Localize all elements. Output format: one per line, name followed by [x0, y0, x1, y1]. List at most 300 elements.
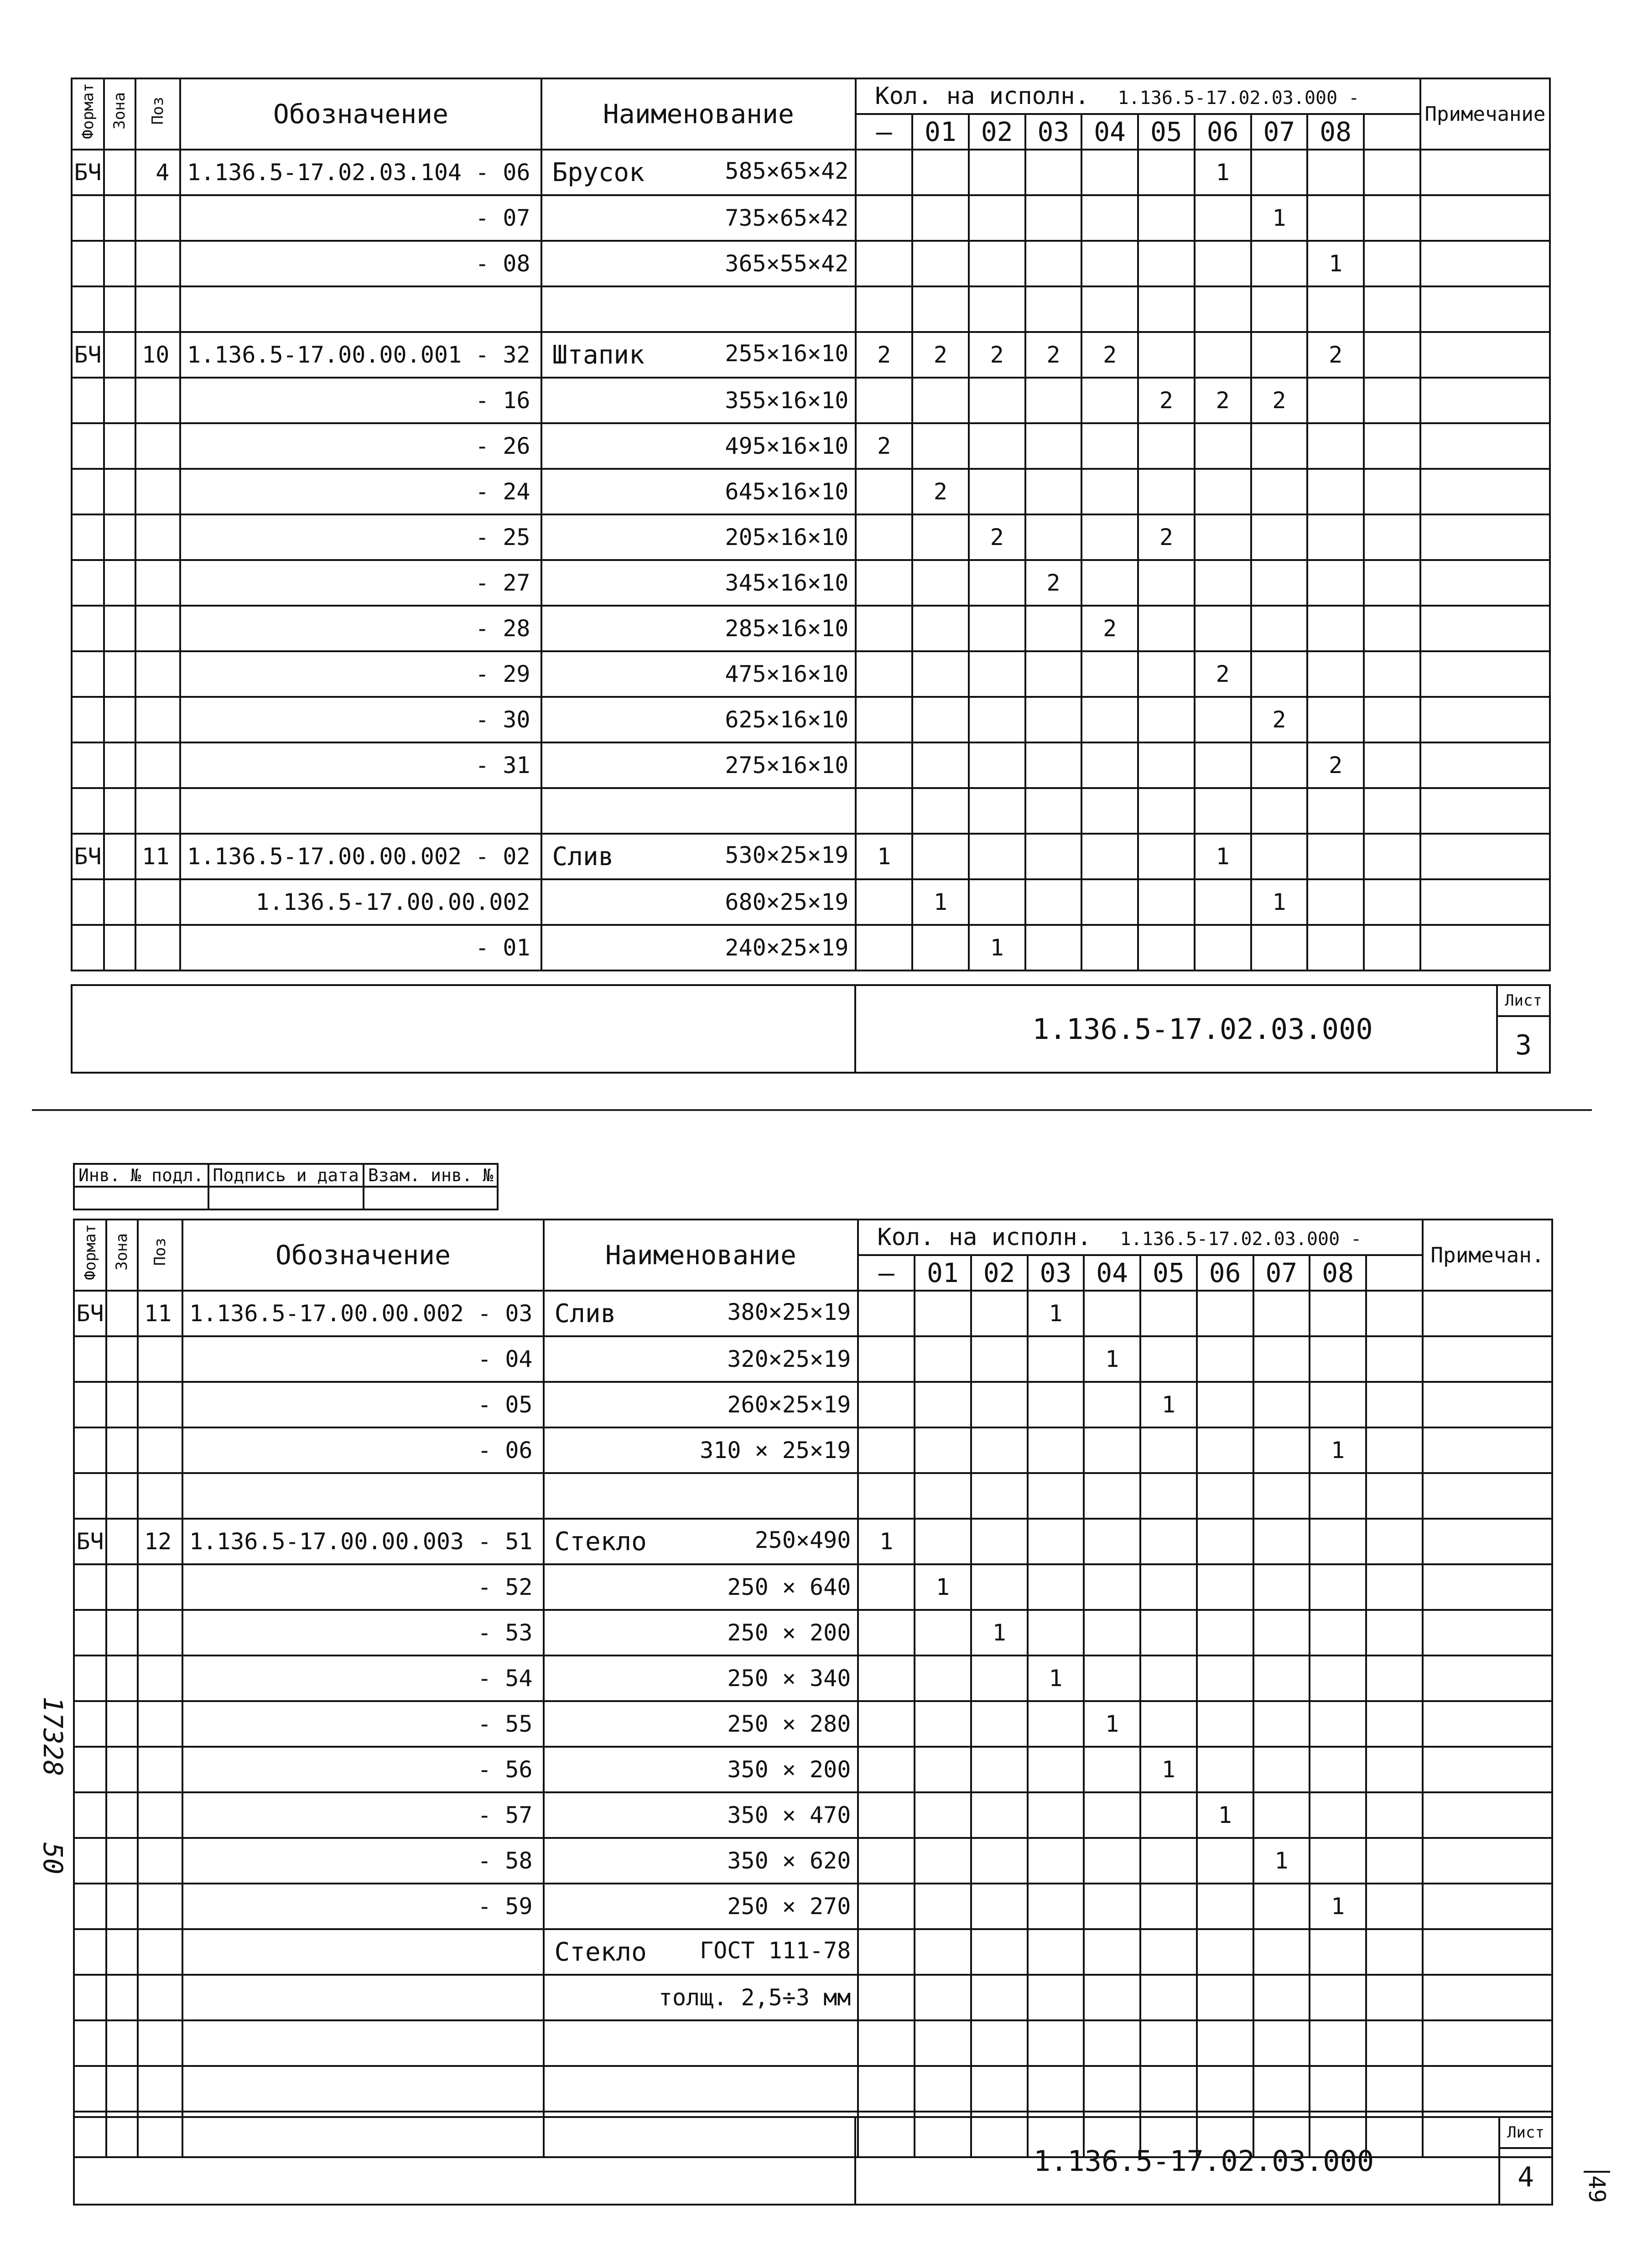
cell-pos [135, 788, 180, 834]
sheet-label: Лист [1500, 2118, 1551, 2149]
cell-qty [1084, 1929, 1140, 1975]
cell-pos [138, 1473, 182, 1519]
spec-table-1 [71, 78, 1551, 971]
cell-qty [1028, 2020, 1084, 2066]
cell-qty [1364, 834, 1420, 879]
header-notes: Примечание [1420, 78, 1550, 150]
cell-designation [180, 788, 541, 834]
cell-qty [1028, 1564, 1084, 1610]
cell-qty [858, 1336, 915, 1382]
cell-notes [1420, 742, 1550, 788]
cell-notes [1420, 879, 1550, 925]
cell-name [544, 1838, 858, 1884]
cell-name [541, 742, 856, 788]
cell-qty [858, 1610, 915, 1656]
cell-notes [1420, 925, 1550, 971]
header-zone: Зона [106, 1220, 138, 1291]
item-name: Штапик [552, 340, 645, 370]
cell-qty [1081, 423, 1138, 469]
cell-qty [1364, 697, 1420, 742]
cell-qty [1025, 925, 1082, 971]
item-name: Стекло [554, 1526, 647, 1557]
cell-qty [1307, 195, 1364, 241]
cell-notes [1423, 1838, 1552, 1884]
cell-designation: 1.136.5-17.00.00.003 - 51 [182, 1519, 543, 1564]
cell-name [541, 423, 856, 469]
cell-qty [915, 1656, 971, 1701]
cell-qty [1081, 241, 1138, 286]
cell-qty [1253, 1929, 1310, 1975]
cell-qty: 1 [1028, 1656, 1084, 1701]
cell-designation: - 27 [180, 560, 541, 606]
cell-zone [106, 1519, 138, 1564]
cell-qty: 1 [1084, 1336, 1140, 1382]
cell-qty [1253, 1656, 1310, 1701]
cell-zone [104, 469, 135, 514]
cell-qty [915, 1792, 971, 1838]
cell-zone [104, 560, 135, 606]
side-number: 17328 [37, 1697, 68, 1776]
cell-qty [1364, 286, 1420, 332]
cell-notes [1420, 241, 1550, 286]
cell-qty [1251, 469, 1308, 514]
cell-zone [106, 1336, 138, 1382]
cell-notes [1423, 2020, 1552, 2066]
table-row [74, 1427, 1552, 1473]
cell-qty [1307, 925, 1364, 971]
cell-qty [1084, 1382, 1140, 1427]
item-dimensions: 310 × 25×19 [700, 1437, 851, 1464]
cell-format [74, 1564, 106, 1610]
cell-qty: 1 [915, 1564, 971, 1610]
item-dimensions: 250 × 640 [727, 1574, 851, 1600]
cell-notes [1420, 378, 1550, 423]
cell-designation: - 59 [182, 1884, 543, 1929]
cell-qty [1195, 560, 1251, 606]
cell-qty [1195, 195, 1251, 241]
table-row [74, 1291, 1552, 1336]
table-row [74, 2066, 1552, 2112]
table-row [72, 241, 1550, 286]
cell-format [72, 560, 104, 606]
cell-qty [1307, 286, 1364, 332]
cell-qty [1084, 1884, 1140, 1929]
side-page: 50 [37, 1842, 68, 1874]
cell-qty [856, 788, 912, 834]
cell-qty [1197, 1519, 1253, 1564]
cell-qty [1307, 150, 1364, 195]
item-dimensions: 530×25×19 [725, 841, 849, 868]
cell-name [541, 651, 856, 697]
cell-qty [1364, 150, 1420, 195]
cell-qty [1084, 1473, 1140, 1519]
cell-format [72, 195, 104, 241]
item-dimensions: 285×16×10 [725, 615, 849, 642]
cell-pos [135, 514, 180, 560]
cell-qty [1251, 560, 1308, 606]
cell-qty [1310, 1382, 1366, 1427]
cell-qty [858, 1701, 915, 1747]
cell-qty [1364, 332, 1420, 378]
cell-qty [1028, 1427, 1084, 1473]
cell-qty [1364, 469, 1420, 514]
cell-designation [182, 1929, 543, 1975]
cell-qty [858, 1747, 915, 1792]
item-dimensions: 350 × 470 [727, 1802, 851, 1828]
cell-qty [969, 742, 1025, 788]
cell-notes [1423, 1336, 1552, 1382]
cell-qty [858, 1884, 915, 1929]
item-name: Брусок [552, 157, 645, 187]
cell-qty [1140, 1291, 1197, 1336]
table-row [74, 1838, 1552, 1884]
cell-qty [915, 1610, 971, 1656]
sheet-2 [73, 1219, 1553, 2193]
cell-qty [971, 1884, 1028, 1929]
cell-qty [1197, 1427, 1253, 1473]
cell-qty [915, 1473, 971, 1519]
item-dimensions: 250 × 280 [727, 1711, 851, 1737]
cell-qty [969, 879, 1025, 925]
cell-qty [971, 1336, 1028, 1382]
cell-qty: 2 [1138, 514, 1195, 560]
cell-qty [1138, 423, 1195, 469]
cell-qty [969, 606, 1025, 651]
cell-qty [1195, 788, 1251, 834]
cell-name [544, 2020, 858, 2066]
cell-format [74, 1610, 106, 1656]
cell-qty [915, 2020, 971, 2066]
cell-qty [915, 1838, 971, 1884]
table-row [72, 879, 1550, 925]
cell-notes [1423, 1656, 1552, 1701]
cell-qty [1197, 2020, 1253, 2066]
cell-qty [915, 1701, 971, 1747]
cell-qty [1025, 469, 1082, 514]
cell-name [544, 1427, 858, 1473]
cell-qty [1195, 241, 1251, 286]
cell-qty [1028, 1473, 1084, 1519]
cell-name [544, 2066, 858, 2112]
cell-qty [1084, 1792, 1140, 1838]
cell-qty: 1 [856, 834, 912, 879]
cell-qty [1140, 1792, 1197, 1838]
cell-qty [1084, 1656, 1140, 1701]
cell-designation: - 30 [180, 697, 541, 742]
cell-qty [912, 606, 969, 651]
cell-notes [1420, 697, 1550, 742]
table-row [72, 697, 1550, 742]
cell-pos: 10 [135, 332, 180, 378]
cell-notes [1423, 1792, 1552, 1838]
cell-format [72, 469, 104, 514]
cell-qty: 2 [1251, 378, 1308, 423]
cell-zone [104, 514, 135, 560]
variant-col: 05 [1138, 114, 1195, 150]
cell-pos [138, 1382, 182, 1427]
cell-qty [971, 1427, 1028, 1473]
cell-qty [1138, 925, 1195, 971]
table-row [74, 1473, 1552, 1519]
cell-pos [135, 560, 180, 606]
table-row [72, 788, 1550, 834]
cell-qty [1251, 834, 1308, 879]
cell-zone [104, 788, 135, 834]
cell-qty [1251, 606, 1308, 651]
cell-designation: - 16 [180, 378, 541, 423]
table-row [74, 1792, 1552, 1838]
cell-qty [969, 195, 1025, 241]
cell-pos [138, 1884, 182, 1929]
table-row [72, 150, 1550, 195]
cell-name [541, 697, 856, 742]
cell-qty [912, 925, 969, 971]
cell-qty [971, 1975, 1028, 2020]
cell-qty [1028, 1884, 1084, 1929]
cell-pos: 4 [135, 150, 180, 195]
cell-notes [1423, 1747, 1552, 1792]
cell-qty [1366, 1473, 1423, 1519]
cell-format [74, 2066, 106, 2112]
table-row [72, 742, 1550, 788]
header-notes: Примечан. [1423, 1220, 1552, 1291]
cell-qty [858, 1975, 915, 2020]
cell-qty [971, 1701, 1028, 1747]
cell-format: БЧ [74, 1291, 106, 1336]
cell-designation: 1.136.5-17.00.00.002 - 03 [182, 1291, 543, 1336]
variant-col: 01 [912, 114, 969, 150]
cell-pos [138, 1838, 182, 1884]
cell-qty [1140, 1519, 1197, 1564]
cell-qty: 2 [1195, 378, 1251, 423]
cell-pos [138, 1747, 182, 1792]
cell-designation: - 08 [180, 241, 541, 286]
cell-notes [1423, 1701, 1552, 1747]
cell-qty [1028, 1929, 1084, 1975]
cell-designation [180, 286, 541, 332]
cell-pos [138, 1564, 182, 1610]
cell-qty [858, 1792, 915, 1838]
cell-notes [1420, 651, 1550, 697]
header-zone: Зона [104, 78, 135, 150]
cell-qty [971, 2066, 1028, 2112]
cell-qty [1366, 1610, 1423, 1656]
cell-pos: 11 [138, 1291, 182, 1336]
cell-qty [912, 697, 969, 742]
cell-qty [1197, 1838, 1253, 1884]
item-dimensions: 250 × 340 [727, 1665, 851, 1692]
cell-notes [1420, 788, 1550, 834]
cell-qty [1081, 651, 1138, 697]
cell-designation: - 29 [180, 651, 541, 697]
cell-format [74, 1382, 106, 1427]
cell-qty [915, 1291, 971, 1336]
cell-qty [1138, 742, 1195, 788]
cell-qty [1366, 2020, 1423, 2066]
cell-notes [1423, 2066, 1552, 2112]
cell-designation: 1.136.5-17.02.03.104 - 06 [180, 150, 541, 195]
cell-qty [1138, 150, 1195, 195]
cell-format [72, 742, 104, 788]
item-dimensions: 250 × 200 [727, 1619, 851, 1646]
variant-col: 08 [1307, 114, 1364, 150]
header-format: Формат [74, 1220, 106, 1291]
cell-name [541, 150, 856, 195]
item-dimensions: 475×16×10 [725, 661, 849, 687]
item-dimensions: 205×16×10 [725, 524, 849, 550]
cell-qty: 1 [1310, 1427, 1366, 1473]
cell-qty: 1 [858, 1519, 915, 1564]
cell-qty [1197, 1656, 1253, 1701]
item-dimensions: 320×25×19 [727, 1346, 851, 1372]
cell-zone [106, 1792, 138, 1838]
cell-zone [104, 150, 135, 195]
cell-qty [912, 514, 969, 560]
cell-qty [856, 925, 912, 971]
cell-qty [1028, 1610, 1084, 1656]
cell-qty [1195, 925, 1251, 971]
cell-qty [969, 560, 1025, 606]
cell-zone [106, 1473, 138, 1519]
cell-qty [1197, 1747, 1253, 1792]
cell-qty [1028, 1975, 1084, 2020]
cell-qty: 2 [1307, 332, 1364, 378]
cell-name [544, 1656, 858, 1701]
cell-qty [856, 514, 912, 560]
sheet-number-box-2 [1498, 2116, 1553, 2206]
cell-qty [1138, 697, 1195, 742]
cell-name [541, 469, 856, 514]
cell-pos [138, 1701, 182, 1747]
cell-notes [1423, 1382, 1552, 1427]
variant-col: 07 [1251, 114, 1308, 150]
cell-qty [1307, 651, 1364, 697]
cell-qty: 2 [1307, 742, 1364, 788]
cell-qty [1310, 1838, 1366, 1884]
cell-qty [1251, 788, 1308, 834]
cell-zone [106, 1884, 138, 1929]
cell-qty [969, 788, 1025, 834]
cell-qty [858, 1656, 915, 1701]
cell-qty [1140, 1701, 1197, 1747]
cell-zone [106, 1975, 138, 2020]
cell-qty [1081, 788, 1138, 834]
cell-designation [182, 1975, 543, 2020]
variant-col: – [858, 1255, 915, 1291]
cell-notes [1420, 423, 1550, 469]
cell-qty [915, 1747, 971, 1792]
item-dimensions: 255×16×10 [725, 340, 849, 367]
cell-qty [1197, 1382, 1253, 1427]
stamp-sign: Подпись и дата [208, 1164, 364, 1187]
cell-pos [138, 1792, 182, 1838]
variant-col: 04 [1084, 1255, 1140, 1291]
cell-qty [1084, 1975, 1140, 2020]
cell-qty [1028, 1747, 1084, 1792]
cell-format: БЧ [72, 150, 104, 195]
cell-pos [135, 241, 180, 286]
cell-qty [969, 286, 1025, 332]
cell-format [74, 1838, 106, 1884]
cell-designation: - 52 [182, 1564, 543, 1610]
cell-qty [1140, 1610, 1197, 1656]
cell-qty [915, 1519, 971, 1564]
cell-qty: 1 [1197, 1792, 1253, 1838]
cell-qty [1195, 423, 1251, 469]
cell-qty [1138, 195, 1195, 241]
cell-qty [1307, 560, 1364, 606]
cell-qty: 1 [1195, 150, 1251, 195]
table-row [72, 378, 1550, 423]
cell-qty [1138, 560, 1195, 606]
cell-name [544, 1473, 858, 1519]
cell-qty [1364, 742, 1420, 788]
variant-col: 05 [1140, 1255, 1197, 1291]
table-row [74, 1656, 1552, 1701]
cell-qty [1195, 742, 1251, 788]
sheet-label: Лист [1498, 986, 1549, 1017]
cell-designation: 1.136.5-17.00.00.002 - 02 [180, 834, 541, 879]
cell-qty [1138, 788, 1195, 834]
cell-pos: 11 [135, 834, 180, 879]
cell-qty [1253, 2020, 1310, 2066]
cell-notes [1420, 195, 1550, 241]
cell-qty [1025, 195, 1082, 241]
cell-qty [1310, 1701, 1366, 1747]
cell-qty [858, 2066, 915, 2112]
cell-qty [1253, 1291, 1310, 1336]
variant-col: 01 [915, 1255, 971, 1291]
cell-format [72, 514, 104, 560]
cell-notes [1423, 1884, 1552, 1929]
item-dimensions: 240×25×19 [725, 934, 849, 961]
cell-zone [106, 1747, 138, 1792]
stamp-table [73, 1163, 499, 1210]
cell-name [544, 1610, 858, 1656]
cell-qty [915, 1929, 971, 1975]
item-dimensions: 345×16×10 [725, 570, 849, 596]
cell-notes [1420, 606, 1550, 651]
cell-qty [971, 1838, 1028, 1884]
cell-zone [106, 1291, 138, 1336]
table-row [74, 1610, 1552, 1656]
cell-designation: - 06 [182, 1427, 543, 1473]
cell-qty [1307, 834, 1364, 879]
corner-page: 49 [1584, 2171, 1610, 2203]
cell-pos [138, 2020, 182, 2066]
cell-format [72, 925, 104, 971]
item-dimensions: 350 × 200 [727, 1756, 851, 1783]
item-dimensions: 250 × 270 [727, 1893, 851, 1920]
cell-designation: - 26 [180, 423, 541, 469]
cell-pos [135, 879, 180, 925]
cell-format [72, 697, 104, 742]
cell-qty [1025, 241, 1082, 286]
cell-qty [1197, 1291, 1253, 1336]
cell-qty [1251, 925, 1308, 971]
cell-designation: - 07 [180, 195, 541, 241]
cell-format [72, 423, 104, 469]
cell-qty [1310, 1336, 1366, 1382]
table-row [74, 1336, 1552, 1382]
sheet-number: 4 [1517, 2161, 1534, 2193]
cell-notes [1423, 1610, 1552, 1656]
cell-qty [1364, 423, 1420, 469]
table-row [72, 514, 1550, 560]
cell-pos [135, 195, 180, 241]
cell-qty [971, 1564, 1028, 1610]
cell-designation: - 01 [180, 925, 541, 971]
